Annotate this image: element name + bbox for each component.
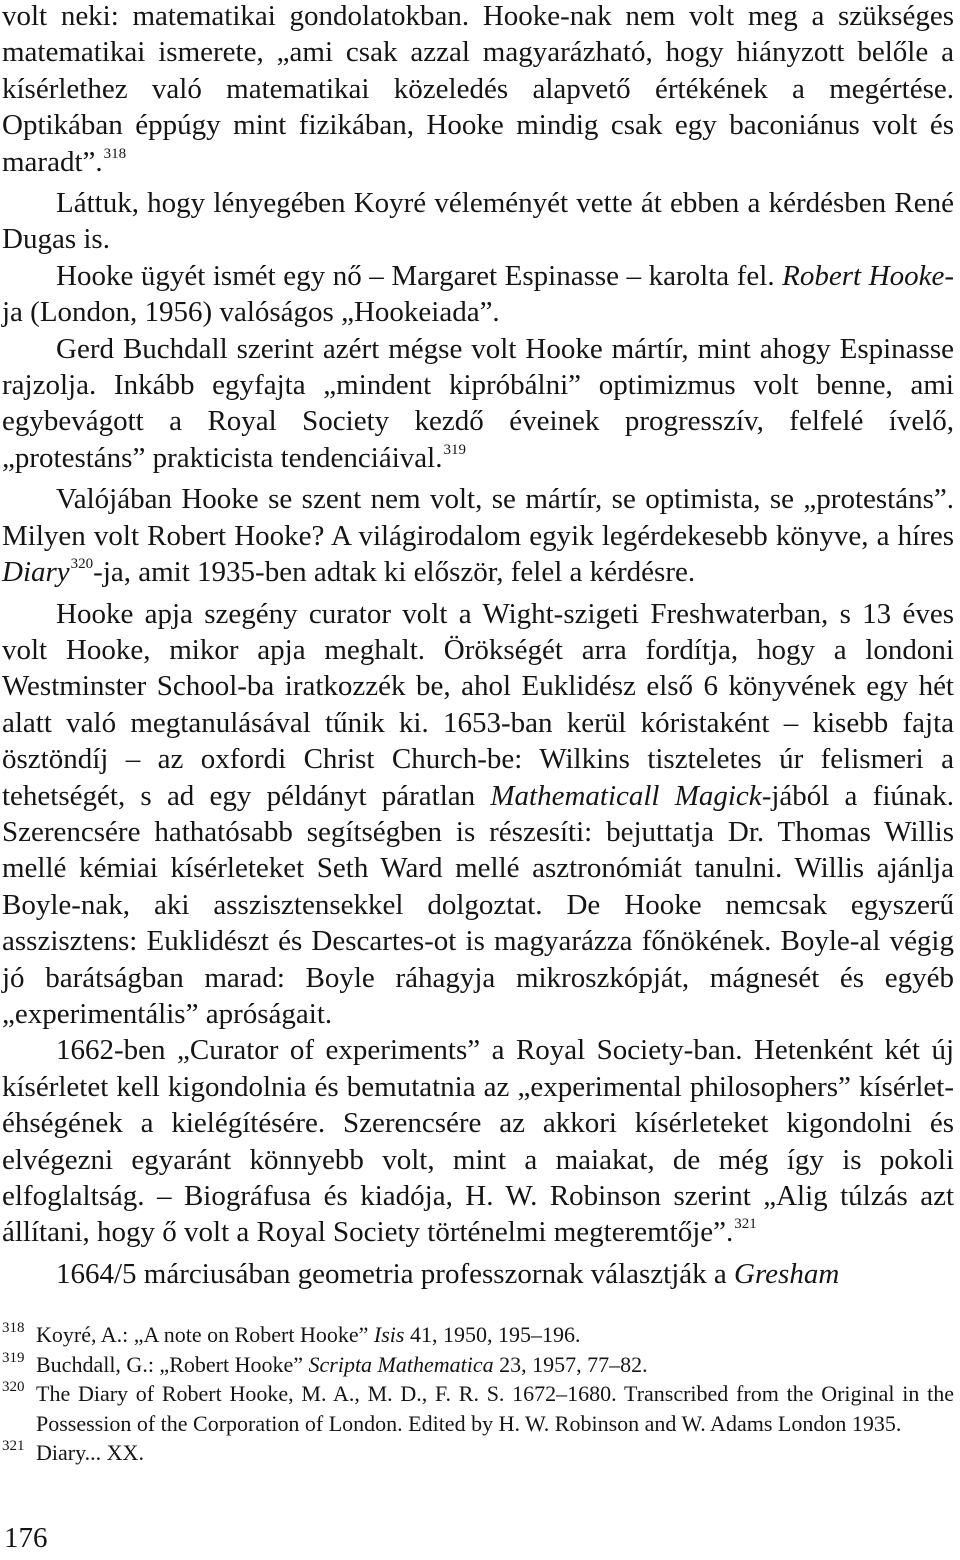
- footnote-ref-318[interactable]: 318: [103, 145, 127, 162]
- footnote-text: 41, 1950, 195–196.: [404, 1322, 581, 1347]
- footnote-text: Diary... XX.: [36, 1440, 144, 1466]
- footnote-ref-321[interactable]: 321: [734, 1216, 757, 1233]
- paragraph-1: [2, 0, 954, 185]
- footnote-text: The Diary of Robert Hooke, M. A., M. D., F. R. S. 1672–1680. Transcribed from the Original in the Possession of the Corporation of London. Edited by H. W. Robinson and W. Adams London 1935.: [36, 1381, 954, 1436]
- paragraph-3-text-a: Hooke ügyét ismét egy nő – Margaret Espinasse – karolta fel.: [56, 259, 783, 292]
- footnote-318: [2, 1320, 954, 1350]
- footnote-number: 321: [2, 1438, 25, 1455]
- footnote-321: [2, 1438, 954, 1468]
- body-text: [2, 0, 954, 1292]
- paragraph-4-text: Gerd Buchdall szerint azért mégse volt Hooke mártír, mint ahogy Espinasse rajzolja. Inkább egyfajta „mindent kipróbálni” optimizmus volt benne, ami egybevágott a Royal Society kezdő éveinek progresszív, felfelé ívelő, „protestáns” prakticista tendenciáival.: [2, 332, 954, 474]
- book-title-mathematicall-magick: Mathematicall Magick: [490, 779, 762, 812]
- footnote-ref-319[interactable]: 319: [443, 441, 466, 458]
- book-title-robert-hooke: Robert Hooke: [782, 259, 945, 292]
- footnote-320: [2, 1379, 954, 1438]
- book-title-diary: Diary: [2, 556, 70, 589]
- institution-gresham: Gresham: [734, 1257, 840, 1290]
- footnote-text: Koyré, A.: „A note on Robert Hooke”: [36, 1322, 374, 1347]
- footnote-319: [2, 1350, 954, 1380]
- paragraph-7: [2, 1032, 954, 1255]
- paragraph-2: Láttuk, hogy lényegében Koyré véleményét vette át ebben a kérdésben René Dugas is.: [2, 187, 954, 256]
- paragraph-3-text-b: -ja (London, 1956) valóságos „Hookeiada”.: [2, 259, 954, 329]
- paragraph-6-text-a: Hooke apja szegény curator volt a Wight-szigeti Freshwaterban, s 13 éves volt Hooke, mikor apja meghalt. Örökségét arra fordítja, hogy a londoni Westminster School-ba iratkozzék be, ahol Euklidész első 6 könyvének egy hét alatt való megtanulásával tűnik ki. 1653-ban kerül kóristaként – kisebb fajta ösztöndíj – az oxfordi Christ Church-be: Wilkins tiszteletes úr felismeri a tehetségét, s ad egy példányt páratlan: [2, 597, 954, 812]
- paragraph-4: [2, 331, 954, 482]
- paragraph-5-text-b: -ja, amit 1935-ben adtak ki először, felel a kérdésre.: [93, 556, 696, 589]
- paragraph-1-text: volt neki: matematikai gondolatokban. Hooke-nak nem volt meg a szükséges matematikai ismerete, „ami csak azzal magyarázható, hogy hiányzott belőle a kísérlethez való matematikai közeledés alapvető értékének a megértése. Optikában éppúgy mint fizikában, Hooke mindig csak egy baconiánus volt és maradt”.: [2, 0, 954, 178]
- paragraph-5-text-a: Valójában Hooke se szent nem volt, se mártír, se optimista, se „protestáns”. Milyen volt Robert Hooke? A világirodalom egyik legérdekesebb könyve, a híres: [2, 483, 954, 552]
- paragraph-7-text: 1662-ben „Curator of experiments” a Royal Society-ban. Hetenként két új kísérletet kell kigondolnia és bemutatnia az „experimental philosophers” kísérlet-éhségének a kielégítésére. Szerencsére az akkori kísérleteket kigondolni és elvégezni egyaránt könnyebb volt, mint a maiakat, de még így is pokoli elfoglaltság. – Biográfusa és kiadója, H. W. Robinson szerint „Alig túlzás azt állítani, hogy ő volt a Royal Society történelmi megteremtője”.: [2, 1034, 954, 1249]
- page-number: 176: [4, 1522, 48, 1554]
- paragraph-6-text-b: -jából a fiúnak. Szerencsére hathatósabb segítségben is részesíti: bejuttatja Dr. Thomas Willis mellé kémiai kísérleteket Seth Ward mellé asztronómiát tanulni. Willis ajánlja Boyle-nak, aki asszisztensekkel dolgoztat. De Hooke nemcsak egyszerű asszisztens: Euklidészt és Descartes-ot is magyarázza főnökének. Boyle-al végig jó barátságban marad: Boyle ráhagyja mikroszkópját, mágnesét és egyéb „experimentális” apróságait.: [2, 779, 954, 1030]
- footnote-text: 23, 1957, 77–82.: [493, 1351, 648, 1377]
- journal-title: Isis: [373, 1322, 405, 1347]
- footnote-number: 320: [2, 1379, 25, 1396]
- paragraph-8-text: 1664/5 márciusában geometria professzornak választják a: [56, 1257, 735, 1290]
- paragraph-3: [2, 258, 954, 331]
- journal-title: Scripta Mathematica: [308, 1351, 494, 1377]
- paragraph-8: [2, 1256, 954, 1292]
- footnote-ref-320[interactable]: 320: [70, 556, 94, 573]
- footnote-number: 318: [2, 1320, 25, 1336]
- paragraph-5: [2, 481, 954, 595]
- footnotes: [2, 1320, 954, 1468]
- paragraph-6: [2, 596, 954, 1033]
- footnote-text: Buchdall, G.: „Robert Hooke”: [36, 1351, 309, 1377]
- footnote-number: 319: [2, 1349, 25, 1366]
